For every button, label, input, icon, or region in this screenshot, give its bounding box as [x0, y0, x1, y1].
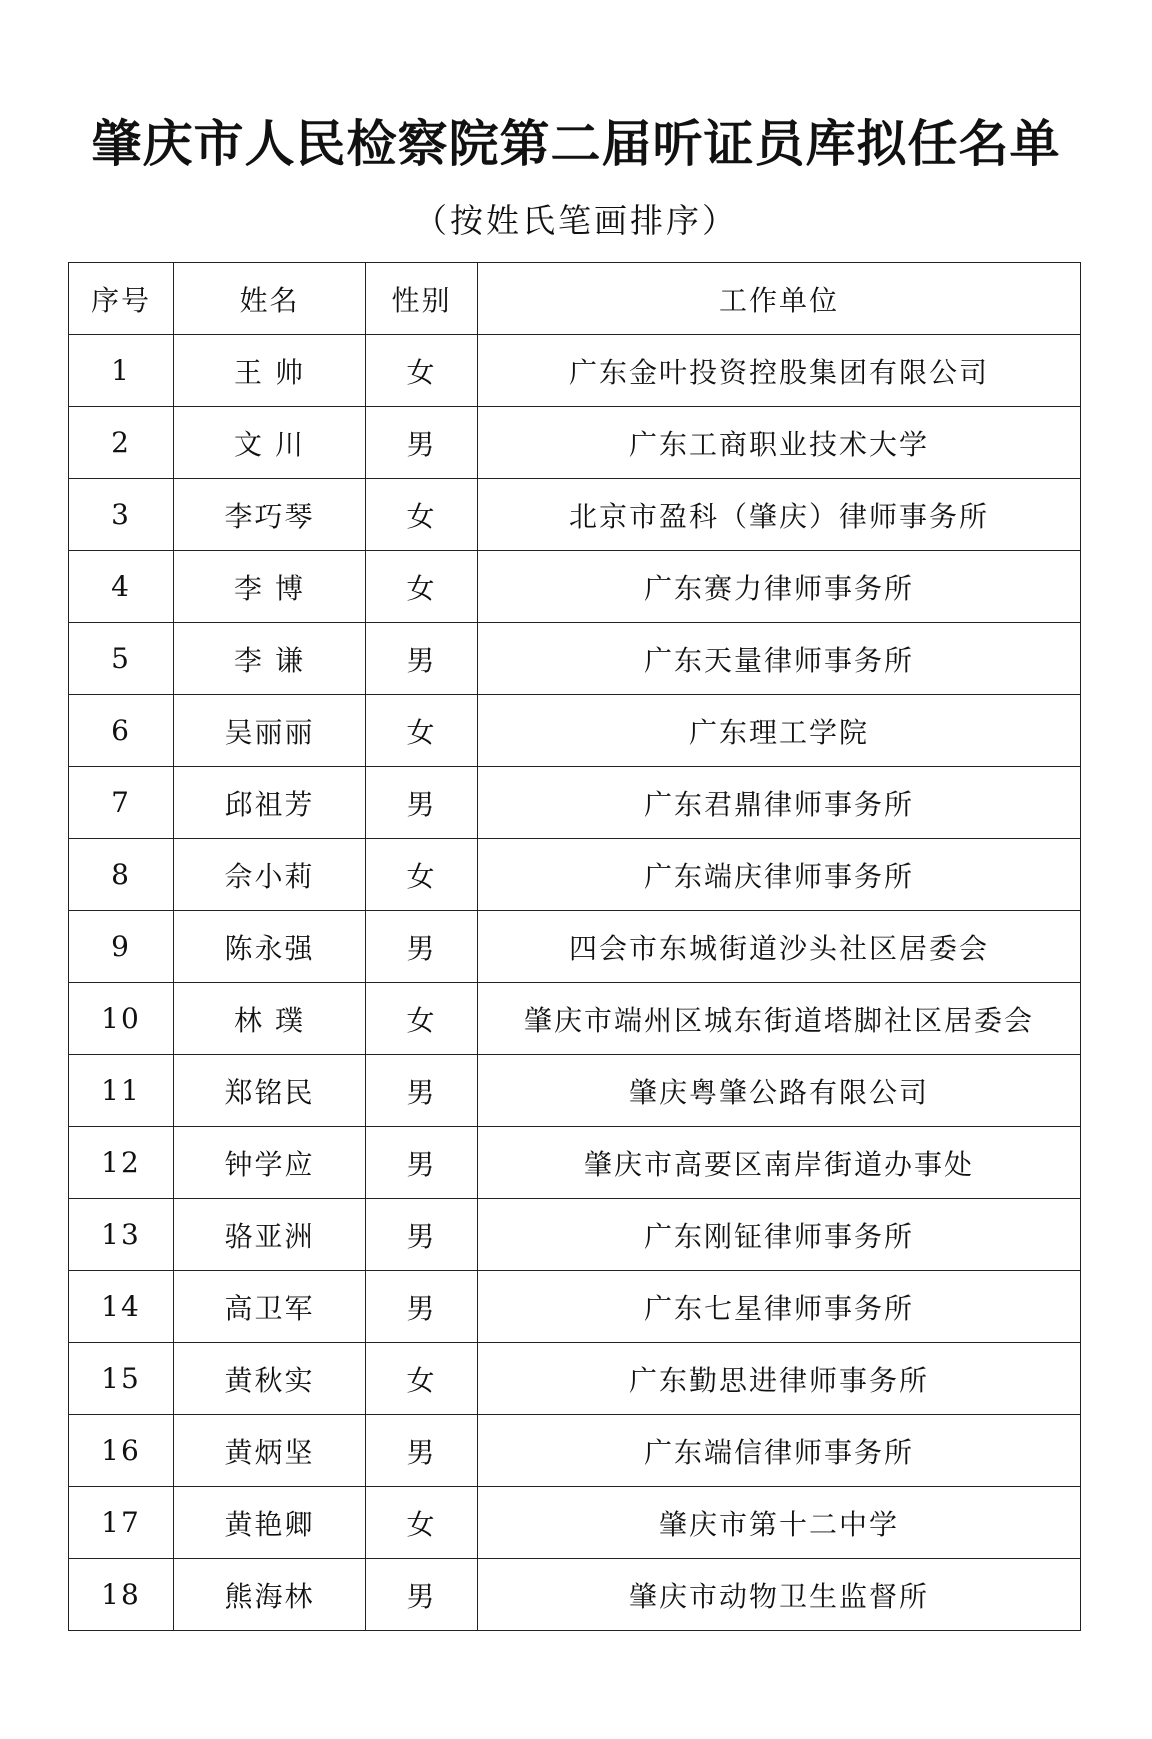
- cell-number: 12: [69, 1127, 174, 1199]
- cell-name: 林 璞: [174, 983, 366, 1055]
- cell-name: 高卫军: [174, 1271, 366, 1343]
- cell-unit: 肇庆市高要区南岸街道办事处: [478, 1127, 1081, 1199]
- cell-unit: 广东金叶投资控股集团有限公司: [478, 335, 1081, 407]
- cell-gender: 男: [366, 1127, 478, 1199]
- cell-gender: 女: [366, 695, 478, 767]
- cell-unit: 广东端庆律师事务所: [478, 839, 1081, 911]
- cell-unit: 肇庆市动物卫生监督所: [478, 1559, 1081, 1631]
- cell-unit: 四会市东城街道沙头社区居委会: [478, 911, 1081, 983]
- cell-name: 黄炳坚: [174, 1415, 366, 1487]
- cell-gender: 男: [366, 1559, 478, 1631]
- cell-gender: 女: [366, 1487, 478, 1559]
- cell-gender: 女: [366, 1343, 478, 1415]
- header-unit: 工作单位: [478, 263, 1081, 335]
- table-header: [69, 263, 1081, 335]
- cell-number: 5: [69, 623, 174, 695]
- cell-name: 钟学应: [174, 1127, 366, 1199]
- cell-name: 李 博: [174, 551, 366, 623]
- cell-unit: 广东工商职业技术大学: [478, 407, 1081, 479]
- cell-name: 黄艳卿: [174, 1487, 366, 1559]
- table-row: [69, 1127, 1081, 1199]
- cell-number: 9: [69, 911, 174, 983]
- cell-gender: 男: [366, 407, 478, 479]
- header-number: 序号: [69, 263, 174, 335]
- table-row: [69, 1559, 1081, 1631]
- cell-unit: 广东君鼎律师事务所: [478, 767, 1081, 839]
- cell-gender: 男: [366, 767, 478, 839]
- cell-gender: 女: [366, 335, 478, 407]
- cell-name: 李巧琴: [174, 479, 366, 551]
- roster-table: [68, 262, 1081, 1631]
- cell-name: 吴丽丽: [174, 695, 366, 767]
- table-row: [69, 1343, 1081, 1415]
- cell-name: 李 谦: [174, 623, 366, 695]
- cell-gender: 女: [366, 839, 478, 911]
- cell-name: 文 川: [174, 407, 366, 479]
- cell-number: 13: [69, 1199, 174, 1271]
- table-row: [69, 983, 1081, 1055]
- cell-gender: 女: [366, 551, 478, 623]
- table-row: [69, 839, 1081, 911]
- cell-unit: 广东赛力律师事务所: [478, 551, 1081, 623]
- cell-number: 10: [69, 983, 174, 1055]
- cell-name: 邱祖芳: [174, 767, 366, 839]
- table-row: [69, 479, 1081, 551]
- cell-name: 骆亚洲: [174, 1199, 366, 1271]
- cell-unit: 广东天量律师事务所: [478, 623, 1081, 695]
- cell-gender: 男: [366, 623, 478, 695]
- cell-number: 6: [69, 695, 174, 767]
- cell-gender: 女: [366, 479, 478, 551]
- cell-unit: 肇庆粤肇公路有限公司: [478, 1055, 1081, 1127]
- cell-number: 4: [69, 551, 174, 623]
- cell-gender: 男: [366, 1199, 478, 1271]
- cell-number: 2: [69, 407, 174, 479]
- cell-name: 王 帅: [174, 335, 366, 407]
- cell-number: 16: [69, 1415, 174, 1487]
- cell-name: 郑铭民: [174, 1055, 366, 1127]
- cell-gender: 男: [366, 1055, 478, 1127]
- cell-gender: 女: [366, 983, 478, 1055]
- cell-name: 黄秋实: [174, 1343, 366, 1415]
- table-row: [69, 623, 1081, 695]
- header-row: [69, 263, 1081, 335]
- document-subtitle: （按姓氏笔画排序）: [414, 201, 738, 240]
- cell-name: 熊海林: [174, 1559, 366, 1631]
- table-row: [69, 407, 1081, 479]
- table-row: [69, 1415, 1081, 1487]
- cell-unit: 广东勤思进律师事务所: [478, 1343, 1081, 1415]
- cell-name: 陈永强: [174, 911, 366, 983]
- cell-gender: 男: [366, 1415, 478, 1487]
- cell-gender: 男: [366, 1271, 478, 1343]
- cell-unit: 北京市盈科（肇庆）律师事务所: [478, 479, 1081, 551]
- cell-unit: 肇庆市第十二中学: [478, 1487, 1081, 1559]
- table-row: [69, 1487, 1081, 1559]
- table-row: [69, 1271, 1081, 1343]
- cell-gender: 男: [366, 911, 478, 983]
- cell-unit: 广东七星律师事务所: [478, 1271, 1081, 1343]
- cell-number: 11: [69, 1055, 174, 1127]
- table-row: [69, 767, 1081, 839]
- cell-number: 17: [69, 1487, 174, 1559]
- table-body: [69, 335, 1081, 1631]
- header-gender: 性别: [366, 263, 478, 335]
- table-row: [69, 1055, 1081, 1127]
- cell-number: 7: [69, 767, 174, 839]
- cell-unit: 广东理工学院: [478, 695, 1081, 767]
- cell-unit: 广东刚钲律师事务所: [478, 1199, 1081, 1271]
- cell-number: 8: [69, 839, 174, 911]
- cell-name: 佘小莉: [174, 839, 366, 911]
- cell-number: 3: [69, 479, 174, 551]
- cell-number: 18: [69, 1559, 174, 1631]
- cell-unit: 广东端信律师事务所: [478, 1415, 1081, 1487]
- table-row: [69, 695, 1081, 767]
- cell-unit: 肇庆市端州区城东街道塔脚社区居委会: [478, 983, 1081, 1055]
- header-name: 姓名: [174, 263, 366, 335]
- table-row: [69, 335, 1081, 407]
- cell-number: 1: [69, 335, 174, 407]
- document-title: 肇庆市人民检察院第二届听证员库拟任名单: [91, 115, 1061, 173]
- cell-number: 15: [69, 1343, 174, 1415]
- table-row: [69, 911, 1081, 983]
- table-row: [69, 551, 1081, 623]
- table-row: [69, 1199, 1081, 1271]
- cell-number: 14: [69, 1271, 174, 1343]
